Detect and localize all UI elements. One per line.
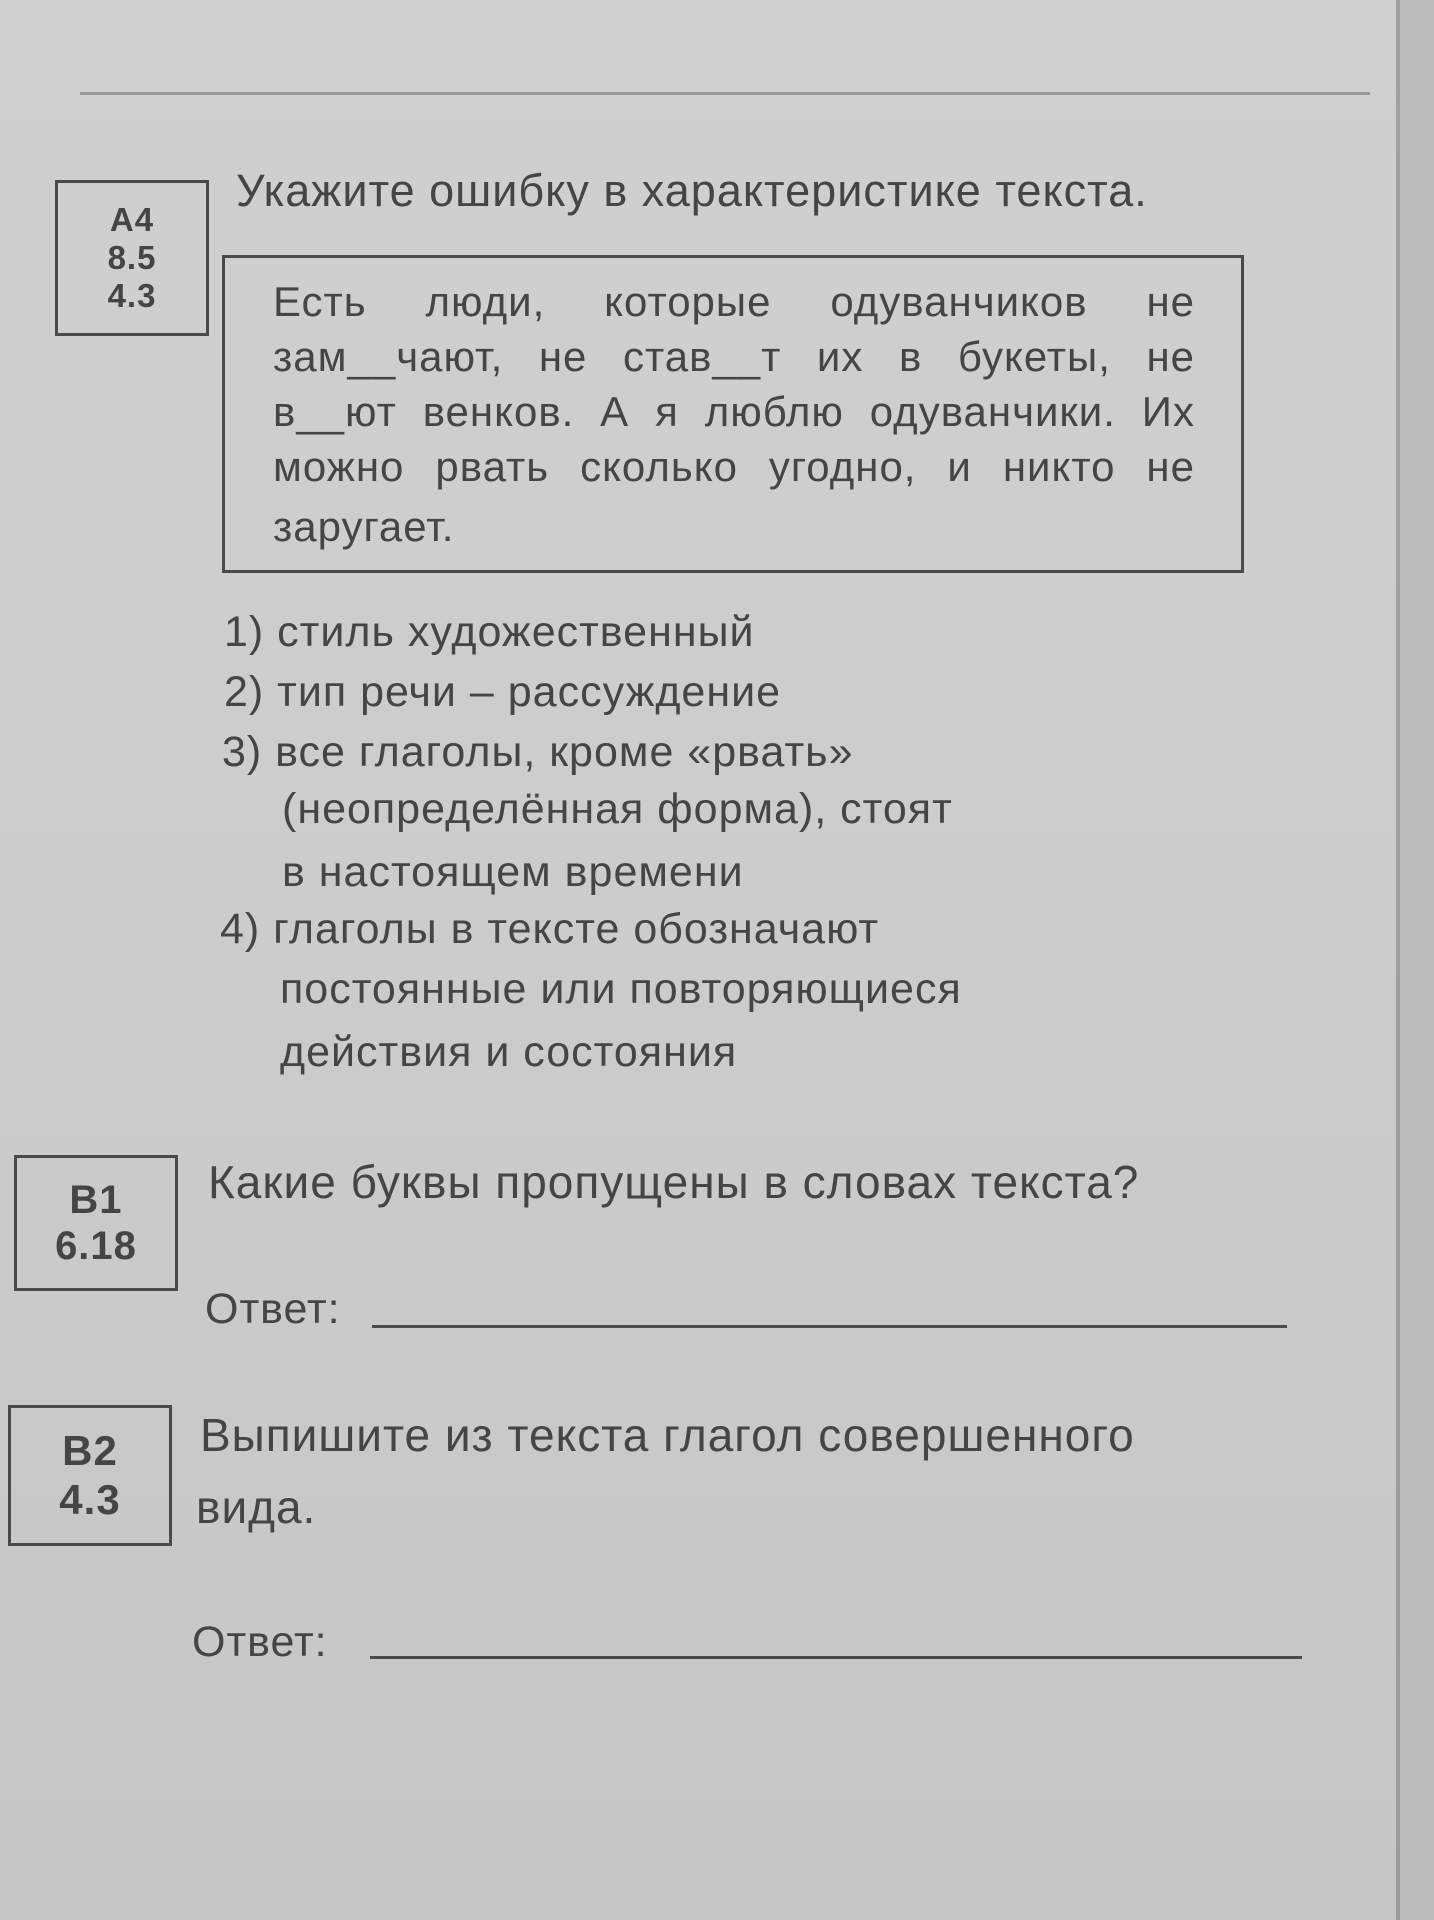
code-line: В1: [69, 1177, 123, 1222]
passage-line: в__ют венков. А я люблю одуванчики. Их: [273, 388, 1195, 435]
answer-line-b1[interactable]: [372, 1325, 1287, 1328]
task-code-b2: [8, 1405, 172, 1546]
task-b1-question: Какие буквы пропущены в словах текста?: [208, 1156, 1140, 1208]
passage-box: [222, 255, 1244, 573]
option-3-cont: в настоящем времени: [282, 848, 744, 896]
option-4-cont: действия и состояния: [280, 1028, 738, 1076]
passage-line: заругает.: [273, 503, 455, 550]
option-2: 2) тип речи – рассуждение: [224, 668, 782, 716]
option-3-cont: (неопределённая форма), стоят: [282, 785, 953, 833]
code-line: 4.3: [107, 277, 157, 315]
passage-line: можно рвать сколько угодно, и никто не: [273, 443, 1195, 490]
passage-line: зам__чают, не став__т их в букеты, не: [273, 333, 1195, 380]
code-line: 6.18: [55, 1224, 137, 1268]
task-code-b1: [14, 1155, 178, 1291]
option-4-cont: постоянные или повторяющиеся: [280, 965, 962, 1013]
answer-label: Ответ:: [205, 1285, 341, 1333]
code-line: 8.5: [107, 238, 157, 276]
task-b2-question: Выпишите из текста глагол совершенного: [200, 1409, 1135, 1461]
option-3: 3) все глаголы, кроме «рвать»: [222, 728, 854, 776]
task-code-a4: [55, 180, 209, 336]
task-a4-question: Укажите ошибку в характеристике текста.: [236, 165, 1148, 216]
answer-label: Ответ:: [192, 1618, 328, 1666]
option-4: 4) глаголы в тексте обозначают: [220, 905, 880, 953]
task-b2-question-cont: вида.: [196, 1481, 317, 1533]
background-strip: [1400, 0, 1434, 1920]
top-divider: [80, 92, 1370, 95]
passage-line: Есть люди, которые одуванчиков не: [273, 278, 1195, 325]
code-line: А4: [109, 200, 155, 238]
code-line: 4.3: [59, 1475, 121, 1523]
code-line: В2: [62, 1426, 118, 1474]
option-1: 1) стиль художественный: [224, 608, 755, 656]
answer-line-b2[interactable]: [370, 1656, 1302, 1659]
